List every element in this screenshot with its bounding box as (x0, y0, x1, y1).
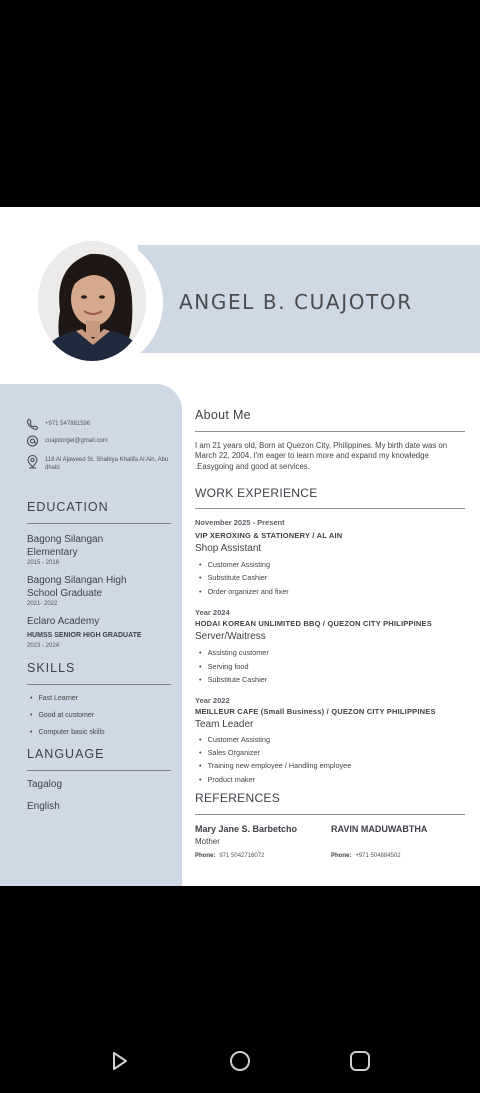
skill-item: • Fast Learner (30, 695, 78, 702)
work-heading: WORK EXPERIENCE (195, 486, 318, 500)
job-duty: • Customer Assisting (199, 735, 270, 744)
location-pin-icon (26, 455, 39, 469)
recents-icon (348, 1049, 372, 1073)
job-duty: • Training new employee / Handling employee (199, 761, 351, 770)
back-button[interactable] (107, 1048, 133, 1074)
language-item: Tagalog (27, 779, 63, 790)
references-heading: REFERENCES (195, 791, 281, 805)
education-years: 2023 - 2024 (27, 643, 60, 649)
home-button[interactable] (227, 1048, 253, 1074)
education-school: Bagong Silangan Elementary (27, 534, 104, 558)
divider (195, 508, 465, 509)
job-role: Team Leader (195, 719, 254, 730)
skill-item: • Good at customer (30, 712, 94, 719)
job-duty: • Serving food (199, 662, 249, 671)
skills-heading: SKILLS (27, 661, 76, 675)
education-school: Eclaro Academy (27, 616, 100, 627)
about-text: I am 21 years old, Born at Quezon City, Philippines. My birth date was on March 22, 2004. I'm eager to learn more and expand my knowledge .Easygoing and good at services. (195, 441, 448, 471)
contact-email (26, 435, 108, 447)
job-duty: • Order organizer and fixer (199, 587, 289, 596)
job-employer: HODAI KOREAN UNLIMITED BBQ / QUEZON CITY PHILIPPINES (195, 619, 432, 628)
job-employer: MEILLEUR CAFE (Small Business) / QUEZON CITY PHILIPPINES (195, 707, 436, 716)
system-nav-bar (0, 1028, 480, 1093)
resume-document (0, 207, 480, 886)
reference-phone: Phone: 971 5042716072 (195, 853, 265, 859)
education-heading: EDUCATION (27, 500, 109, 514)
at-sign-icon (26, 435, 39, 447)
skill-item: • Computer basic skills (30, 729, 105, 736)
job-duty: • Assisting customer (199, 648, 269, 657)
recents-button[interactable] (347, 1048, 373, 1074)
education-school: Bagong Silangan High School Graduate (27, 575, 127, 599)
language-item: English (27, 801, 60, 812)
reference-name: RAVIN MADUWABTHA (331, 824, 428, 834)
reference-relation: Mother (195, 837, 220, 846)
job-date: November 2025 - Present (195, 518, 285, 527)
job-date: Year 2022 (195, 696, 230, 705)
divider (195, 814, 465, 815)
job-duty: • Substitute Cashier (199, 675, 267, 684)
job-date: Year 2024 (195, 608, 230, 617)
phone-number: +971 547881596 (45, 421, 91, 427)
education-detail: HUMSS SENIOR HIGH GRADUATE (27, 632, 142, 639)
divider (195, 431, 465, 432)
divider (27, 770, 171, 771)
home-icon (228, 1049, 252, 1073)
job-employer: VIP XEROXING & STATIONERY / AL AIN (195, 531, 343, 540)
job-duty: • Product maker (199, 775, 255, 784)
job-duty: • Substitute Cashier (199, 573, 267, 582)
reference-name: Mary Jane S. Barbetcho (195, 824, 298, 834)
candidate-name: ANGEL B. CUAJOTOR (179, 290, 413, 314)
contact-phone (26, 418, 90, 430)
job-duty: • Customer Assisting (199, 560, 270, 569)
address: 118 Al Ajaweed St. Shabiya Khalifa Al Ain, Abu dhabi (45, 457, 169, 471)
contact-address (26, 455, 171, 472)
about-heading: About Me (195, 408, 251, 422)
divider (27, 523, 171, 524)
phone-icon (26, 418, 39, 430)
reference-phone: Phone: +971 504884502 (331, 853, 401, 859)
job-role: Shop Assistant (195, 543, 262, 554)
divider (27, 684, 171, 685)
job-role: Server/Waitress (195, 631, 266, 642)
profile-photo (38, 241, 146, 361)
language-heading: LANGUAGE (27, 747, 105, 761)
education-years: 2021- 2022 (27, 601, 58, 607)
education-years: 2015 - 2016 (27, 560, 60, 566)
back-icon (108, 1049, 132, 1073)
email-address: cuajotorgel@gmail.com (45, 438, 108, 444)
job-duty: • Sales Organizer (199, 748, 260, 757)
